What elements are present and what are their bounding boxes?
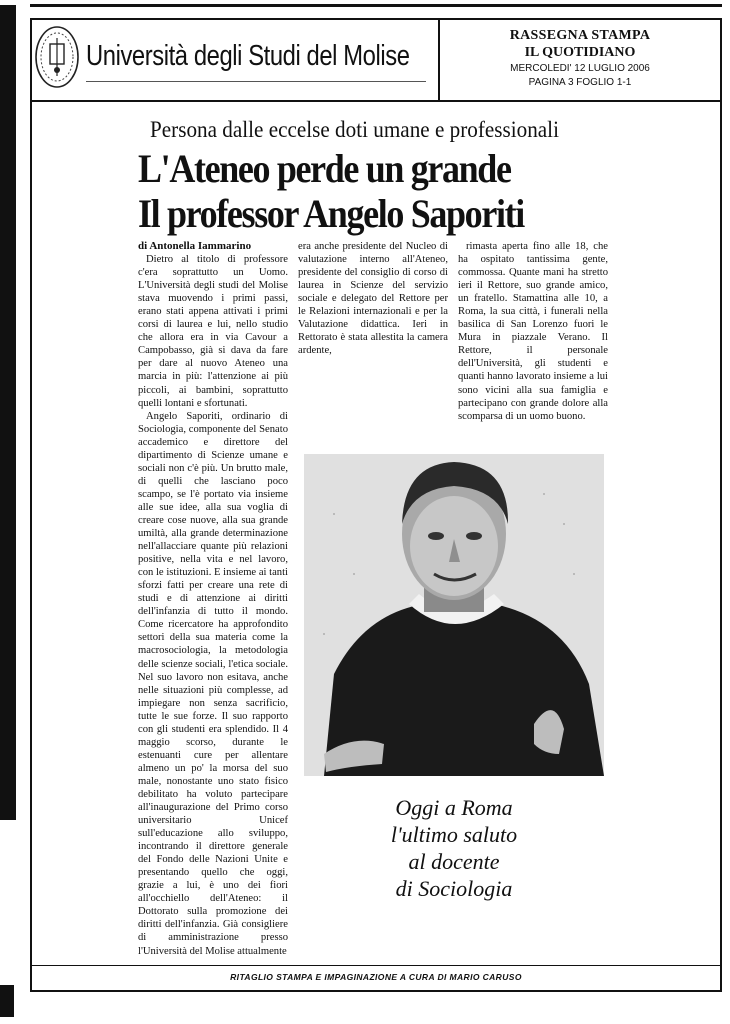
clipping-credit: RITAGLIO STAMPA E IMPAGINAZIONE A CURA DI MARIO CARUSO	[230, 972, 522, 982]
article-paragraph: Dietro al titolo di professore c'era soprattutto un Uomo. L'Università degli studi del Molise stava muovendo i primi passi, erano stati appena attivati i primi corsi di laurea e lui, nello studio che allora era in via Cavour a Campobasso, già si dava da fare per dare al nuovo Ateneo una marcia in più: l'attenzione ai più piccoli, ai bambini, soprattutto quelli lontani e sfortunati.	[138, 254, 288, 409]
scan-margin-mark	[0, 985, 14, 1017]
article-column-1	[138, 240, 288, 958]
article-kicker: Persona dalle eccelse doti umane e professionali	[150, 117, 559, 142]
clipping-header	[30, 18, 722, 102]
article-headline-line-2: Il professor Angelo Saporiti	[138, 191, 524, 236]
article-paragraph: Angelo Saporiti, ordinario di Sociologia, componente del Senato accademico e direttore del dipartimento di Scienze umane e sociali non c'è più. Un brutto male, di quelli che lasciano poco scampo, se l'è portato via insieme alle sue idee, alla sua voglia di creare cose nuove, alla sua grande umiltà, alla grande determinazione nell'allacciare quante più relazioni positive, nella vita e nel lavoro, con le istituzioni. E insieme ai tanti sforzi fatti per creare una rete di studi e di attenzione ai diritti dell'infanzia di tutto il mondo. Come ricercatore ha approfondito settori della sua materia come la macrosociologia, la metodologia delle scienze sociali, l'etica sociale. Nel suo lavoro non esitava, anche nelle situazioni più complesse, ad impiegare non senza sacrificio, tutte le sue forze. Il suo rapporto con gli studenti era splendido. Il 4 maggio scorso, durante le estenuanti cure per allentare almeno un po' la morsa del suo male, nonostante uno stato fisico debilitato ha voluto partecipare all'inaugurazione del Primo corso universitario Unicef sull'educazione allo sviluppo, incontrando il direttore generale del Fondo delle Nazioni Unite e presentando quello che oggi, grazie a lui, è uno dei fiori all'occhiello dell'Ateneo: il Dottorato sulla promozione dei diritti dell'infanzia. Già consigliere di amministrazione presso l'Università del Molise attualmente	[138, 410, 288, 957]
article-paragraph-continued: era anche presidente del Nucleo di valutazione interno all'Ateneo, presidente del consiglio di corso di laurea in Scienze del servizio sociale e delegato del Rettore per le Relazioni internazionali e per la Valutazione didattica. Ieri in Rettorato è stata allestita la camera ardente,	[298, 241, 448, 357]
photo-caption	[304, 794, 604, 902]
caption-line: di Sociologia	[395, 876, 513, 901]
article-column-3	[458, 240, 608, 423]
university-name: Università degli Studi del Molise	[86, 40, 410, 72]
publication-date: MERCOLEDI' 12 LUGLIO 2006	[510, 63, 650, 74]
portrait-photo	[304, 454, 604, 776]
caption-line: Oggi a Roma	[395, 795, 513, 820]
article-column-2	[298, 240, 448, 357]
caption-line: al docente	[408, 849, 500, 874]
scan-margin-bar	[0, 5, 16, 820]
portrait-image	[304, 454, 604, 776]
article-paragraph: rimasta aperta fino alle 18, che ha ospitato tantissima gente, commossa. Quante mani ha stretto ieri il Rettore, suo grande amico, un fratello. Stamattina alle 10, a Roma, la sua città, i funerali nella basilica di San Lorenzo fuori le Mura in piazzale Verano. Il Rettore, il personale dell'Università, gli studenti e quanti hanno lavorato insieme a lui sono vicini alla sua famiglia e partecipano con grande dolore alla scomparsa di un uomo buono.	[458, 241, 608, 422]
university-seal-icon	[34, 24, 80, 90]
press-review-title: RASSEGNA STAMPA	[509, 28, 651, 43]
newspaper-name: IL QUOTIDIANO	[524, 45, 636, 60]
press-review-box	[440, 18, 720, 100]
university-name-rule	[86, 81, 426, 82]
article-byline: di Antonella Iammarino	[138, 240, 252, 252]
page-reference: PAGINA 3 FOGLIO 1-1	[528, 77, 632, 88]
caption-line: l'ultimo saluto	[390, 822, 518, 847]
footer-rule	[30, 965, 722, 966]
article-headline-line-1: L'Ateneo perde un grande	[138, 146, 511, 191]
scan-top-edge	[30, 4, 722, 7]
